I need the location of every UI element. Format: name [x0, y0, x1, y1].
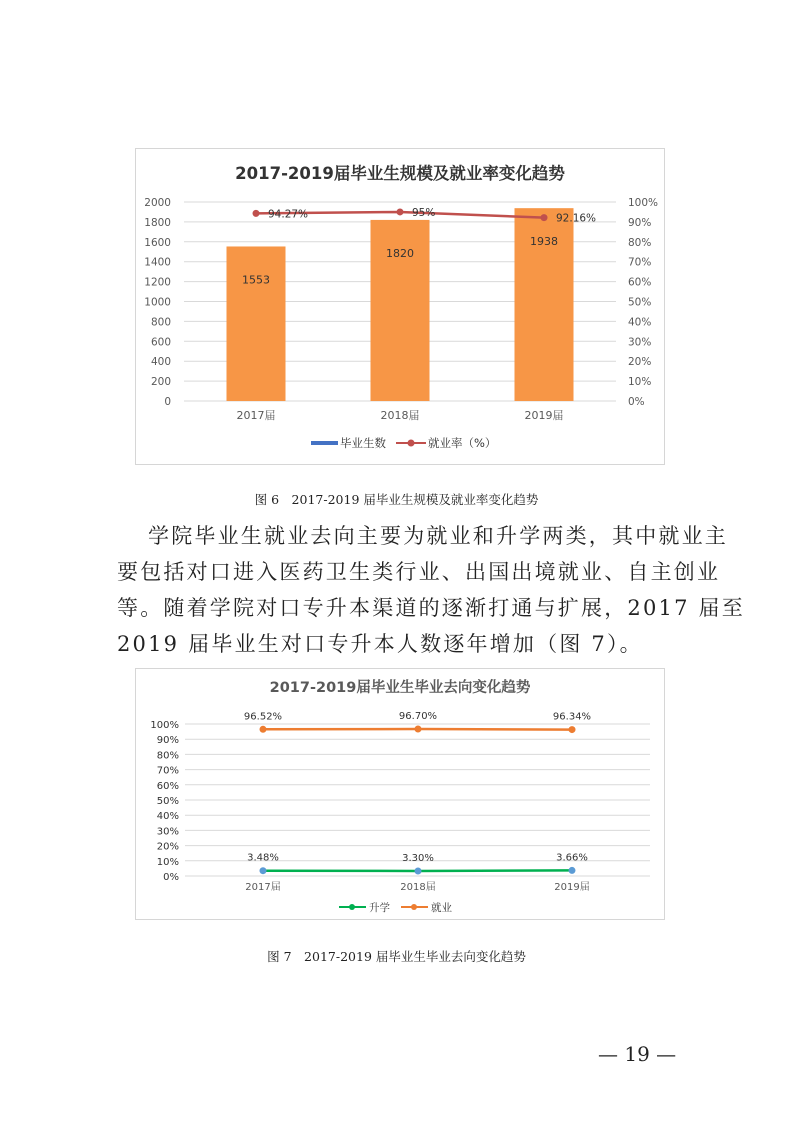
y-tick-label: 30%: [156, 826, 179, 838]
line-point: [397, 208, 404, 215]
line-point: [260, 867, 267, 874]
y-tick-label: 1800: [144, 216, 171, 229]
body-paragraph: [117, 518, 745, 662]
line-point: [260, 726, 267, 733]
line-data-label: 95%: [412, 206, 436, 219]
line-point: [569, 867, 576, 874]
y-tick-label: 0: [164, 396, 171, 408]
legend-label: 毕业生数: [340, 436, 386, 450]
y-tick-label: 80%: [156, 750, 179, 762]
x-tick-label: 2018届: [400, 882, 436, 893]
line-data-label: 96.34%: [552, 711, 592, 723]
chart1-canvas: [136, 149, 664, 464]
chart-title: 2017-2019届毕业生规模及就业率变化趋势: [235, 164, 565, 183]
y-tick-label: 100%: [150, 720, 179, 731]
y2-tick-label: 70%: [628, 256, 652, 269]
legend-marker: [349, 904, 355, 910]
legend-marker: [411, 904, 417, 910]
y-tick-label: 1200: [144, 276, 171, 289]
x-tick-label: 2019届: [554, 882, 590, 893]
paragraph-line: 2019 届毕业生对口专升本人数逐年增加（图 7）。: [117, 632, 643, 656]
chart-graduation-destination: [135, 668, 665, 920]
y-tick-label: 200: [150, 376, 171, 389]
line-point: [415, 726, 422, 733]
line-point: [415, 867, 422, 874]
y2-tick-label: 60%: [628, 276, 652, 289]
legend-label: 就业率（%）: [428, 436, 497, 450]
line-data-label: 3.30%: [402, 852, 434, 864]
x-tick-label: 2017届: [245, 882, 281, 893]
y-tick-label: 600: [150, 336, 171, 349]
y-tick-label: 1400: [144, 256, 171, 269]
y2-tick-label: 0%: [628, 396, 645, 408]
figure-7-caption: 图 7 2017-2019 届毕业生毕业去向变化趋势: [267, 949, 526, 964]
y-tick-label: 10%: [156, 856, 179, 868]
y-tick-label: 1000: [144, 296, 171, 309]
y-tick-label: 60%: [156, 780, 179, 792]
x-tick-label: 2019届: [524, 409, 564, 422]
line-data-label: 92.16%: [556, 212, 597, 225]
bar-data-label: 1553: [242, 273, 270, 287]
chart-title: 2017-2019届毕业生毕业去向变化趋势: [269, 680, 531, 696]
line-data-label: 3.48%: [247, 852, 279, 864]
paragraph-line: 学院毕业生就业去向主要为就业和升学两类，其中就业主: [148, 524, 728, 548]
paragraph-line: 等。随着学院对口专升本渠道的逐渐打通与扩展，2017 届至: [117, 596, 745, 620]
y2-tick-label: 90%: [628, 216, 652, 229]
bar-data-label: 1938: [530, 235, 558, 249]
y-tick-label: 70%: [156, 765, 179, 777]
y2-tick-label: 80%: [628, 236, 652, 249]
line-data-label: 96.52%: [243, 711, 283, 723]
y2-tick-label: 50%: [628, 296, 652, 309]
y-tick-label: 800: [150, 316, 171, 329]
y-tick-label: 2000: [144, 197, 171, 209]
page-number: — 19 —: [598, 1042, 677, 1066]
y2-tick-label: 30%: [628, 336, 652, 349]
line-data-label: 94.27%: [268, 208, 309, 221]
figure-6-caption: 图 6 2017-2019 届毕业生规模及就业率变化趋势: [254, 492, 539, 507]
legend-marker: [408, 440, 415, 447]
line-point: [541, 214, 548, 221]
chart-graduate-scale: [135, 148, 665, 465]
y-tick-label: 0%: [163, 872, 179, 883]
y2-tick-label: 20%: [628, 356, 652, 369]
bar: [227, 246, 286, 401]
legend-label: 升学: [369, 902, 390, 914]
y2-tick-label: 100%: [628, 197, 659, 209]
legend-label: 就业: [431, 902, 452, 914]
line-data-label: 3.66%: [556, 852, 588, 864]
y-tick-label: 40%: [156, 811, 179, 823]
x-tick-label: 2018届: [380, 409, 420, 422]
y-tick-label: 1600: [144, 236, 171, 249]
chart2-canvas: [136, 669, 664, 919]
line-data-label: 96.70%: [398, 711, 438, 723]
y-tick-label: 400: [150, 356, 171, 369]
x-tick-label: 2017届: [236, 409, 276, 422]
y2-tick-label: 10%: [628, 376, 652, 389]
y-tick-label: 50%: [156, 796, 179, 807]
y-tick-label: 90%: [156, 735, 179, 747]
line-point: [253, 210, 260, 217]
y-tick-label: 20%: [156, 841, 179, 853]
paragraph-line: 要包括对口进入医药卫生类行业、出国出境就业、自主创业: [117, 560, 721, 584]
bar-data-label: 1820: [386, 246, 414, 260]
line-point: [569, 726, 576, 733]
y2-tick-label: 40%: [628, 316, 652, 329]
